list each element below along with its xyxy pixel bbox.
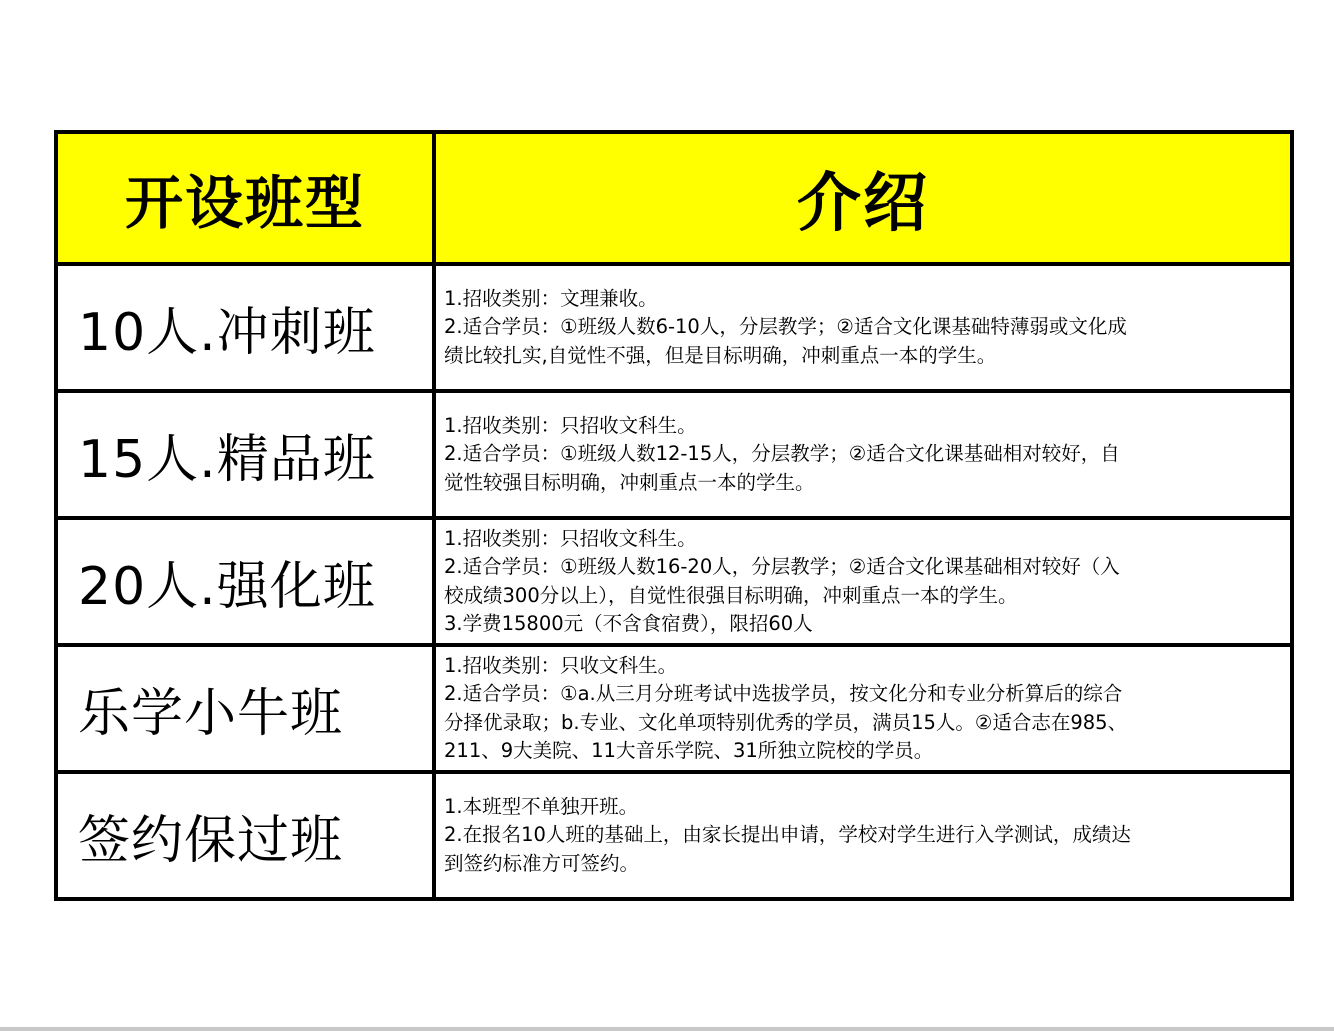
header-class-type: 开设班型 xyxy=(56,132,434,264)
intro-line: 校成绩300分以上），自觉性很强目标明确，冲刺重点一本的学生。 xyxy=(444,583,1018,607)
header-introduction: 介绍 xyxy=(434,132,1292,264)
table-header-row xyxy=(56,132,1292,264)
intro-line: 2.适合学员：①班级人数6-10人，分层教学；②适合文化课基础特薄弱或文化成 xyxy=(444,315,1127,339)
intro-line: 1.本班型不单独开班。 xyxy=(444,794,639,818)
table-row-10-sprint xyxy=(56,264,1292,391)
intro-line: 到签约标准方可签约。 xyxy=(444,851,640,875)
intro-line: 2.适合学员：①a.从三月分班考试中选拔学员，按文化分和专业分析算后的综合 xyxy=(444,682,1123,705)
intro-line: 2.适合学员：①班级人数16-20人，分层教学；②适合文化课基础相对较好（入 xyxy=(444,555,1120,578)
intro-line: 2.适合学员：①班级人数12-15人，分层教学；②适合文化课基础相对较好，自 xyxy=(444,442,1120,466)
intro-line: 1.招收类别：只招收文科生。 xyxy=(444,413,697,437)
intro-line: 3.学费15800元（不含食宿费），限招60人 xyxy=(444,612,813,635)
table-row-contract-guarantee xyxy=(56,772,1292,899)
class-type-name: 15人.精品班 xyxy=(56,391,434,518)
intro-line: 觉性较强目标明确，冲刺重点一本的学生。 xyxy=(444,470,815,494)
intro-line: 1.招收类别：文理兼收。 xyxy=(444,286,658,310)
intro-line: 分择优录取；b.专业、文化单项特别优秀的学员，满员15人。②适合志在985、 xyxy=(444,710,1128,734)
class-introduction xyxy=(434,391,1292,518)
class-type-name: 签约保过班 xyxy=(56,772,434,899)
intro-line: 1.招收类别：只招收文科生。 xyxy=(444,526,697,550)
class-type-name: 10人.冲刺班 xyxy=(56,264,434,391)
class-type-name: 乐学小牛班 xyxy=(56,645,434,772)
class-type-table xyxy=(54,130,1294,901)
class-introduction xyxy=(434,264,1292,391)
class-introduction xyxy=(434,518,1292,645)
intro-line: 1.招收类别：只收文科生。 xyxy=(444,653,678,677)
class-introduction xyxy=(434,645,1292,772)
intro-line: 2.在报名10人班的基础上，由家长提出申请，学校对学生进行入学测试，成绩达 xyxy=(444,823,1131,847)
bottom-divider xyxy=(0,1027,1334,1031)
intro-line: 211、9大美院、11大音乐学院、31所独立院校的学员。 xyxy=(444,739,934,762)
table-row-20-intensive xyxy=(56,518,1292,645)
table-row-lexue-xiaoniu xyxy=(56,645,1292,772)
class-introduction xyxy=(434,772,1292,899)
class-type-name: 20人.强化班 xyxy=(56,518,434,645)
table-row-15-premium xyxy=(56,391,1292,518)
intro-line: 绩比较扎实,自觉性不强，但是目标明确，冲刺重点一本的学生。 xyxy=(444,343,997,367)
